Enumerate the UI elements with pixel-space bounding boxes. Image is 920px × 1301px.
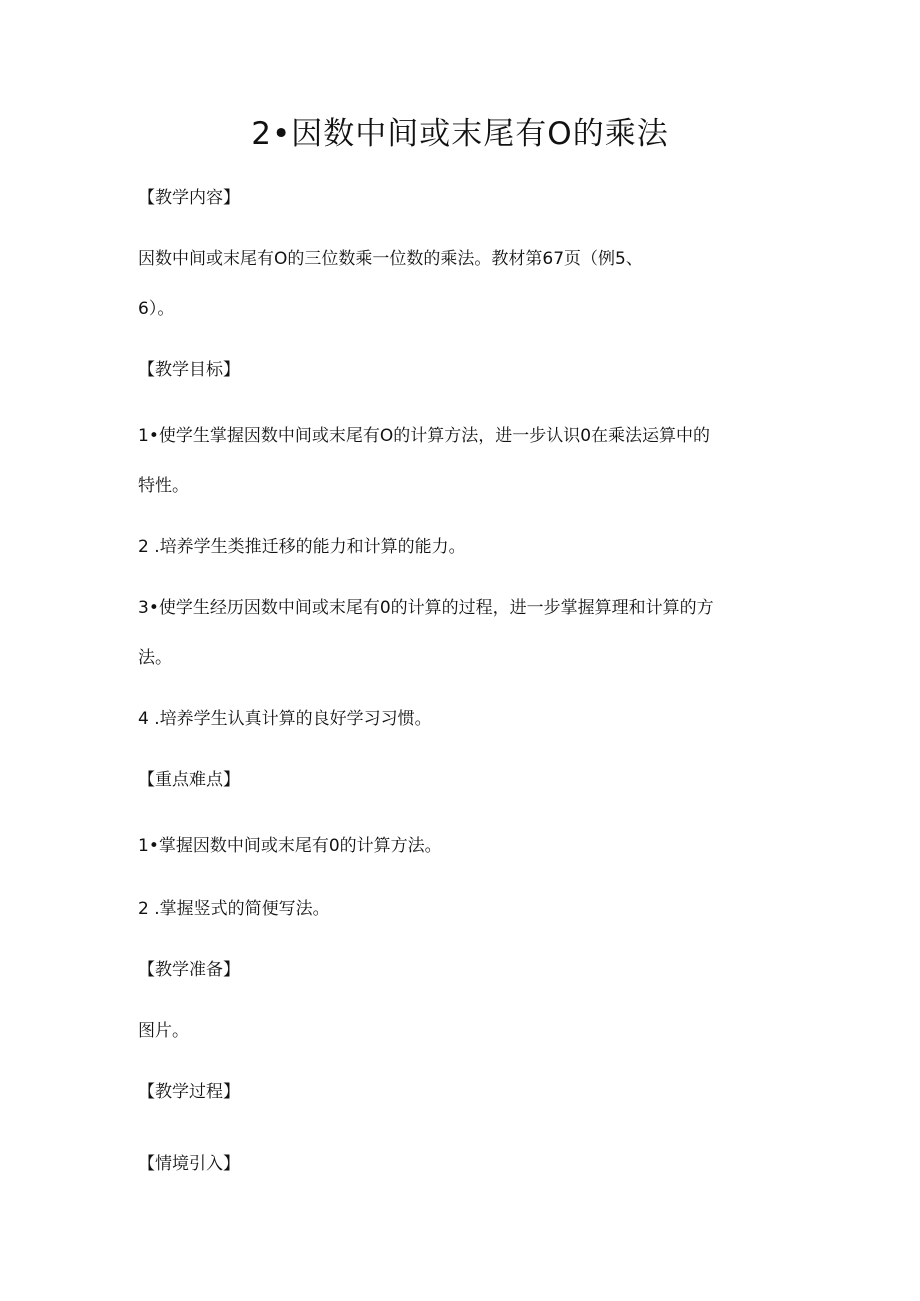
- goal-item-2: 2 .培养学生类推迁移的能力和计算的能力。: [138, 537, 466, 557]
- document-title: 2•因数中间或末尾有O的乘法: [251, 116, 669, 152]
- section-heading-intro: 【情境引入】: [138, 1154, 240, 1174]
- preparation-text: 图片。: [138, 1021, 189, 1041]
- content-text-line1: 因数中间或末尾有O的三位数乘一位数的乘法。教材第67页（例5、: [138, 249, 643, 269]
- section-heading-key-points: 【重点难点】: [138, 770, 240, 790]
- key-point-item-2: 2 .掌握竖式的简便写法。: [138, 899, 330, 919]
- goal-item-3-line2: 法。: [138, 648, 172, 668]
- goal-item-4: 4 .培养学生认真计算的良好学习习惯。: [138, 709, 432, 729]
- content-text-line2: 6）。: [138, 299, 175, 319]
- section-heading-content: 【教学内容】: [138, 188, 240, 208]
- goal-item-3-line1: 3•使学生经历因数中间或末尾有0的计算的过程，进一步掌握算理和计算的方: [138, 598, 714, 618]
- section-heading-preparation: 【教学准备】: [138, 960, 240, 980]
- section-heading-goals: 【教学目标】: [138, 360, 240, 380]
- section-heading-process: 【教学过程】: [138, 1082, 240, 1102]
- key-point-item-1: 1•掌握因数中间或末尾有0的计算方法。: [138, 836, 442, 856]
- goal-item-1-line2: 特性。: [138, 476, 189, 496]
- goal-item-1-line1: 1•使学生掌握因数中间或末尾有O的计算方法，进一步认识0在乘法运算中的: [138, 426, 711, 446]
